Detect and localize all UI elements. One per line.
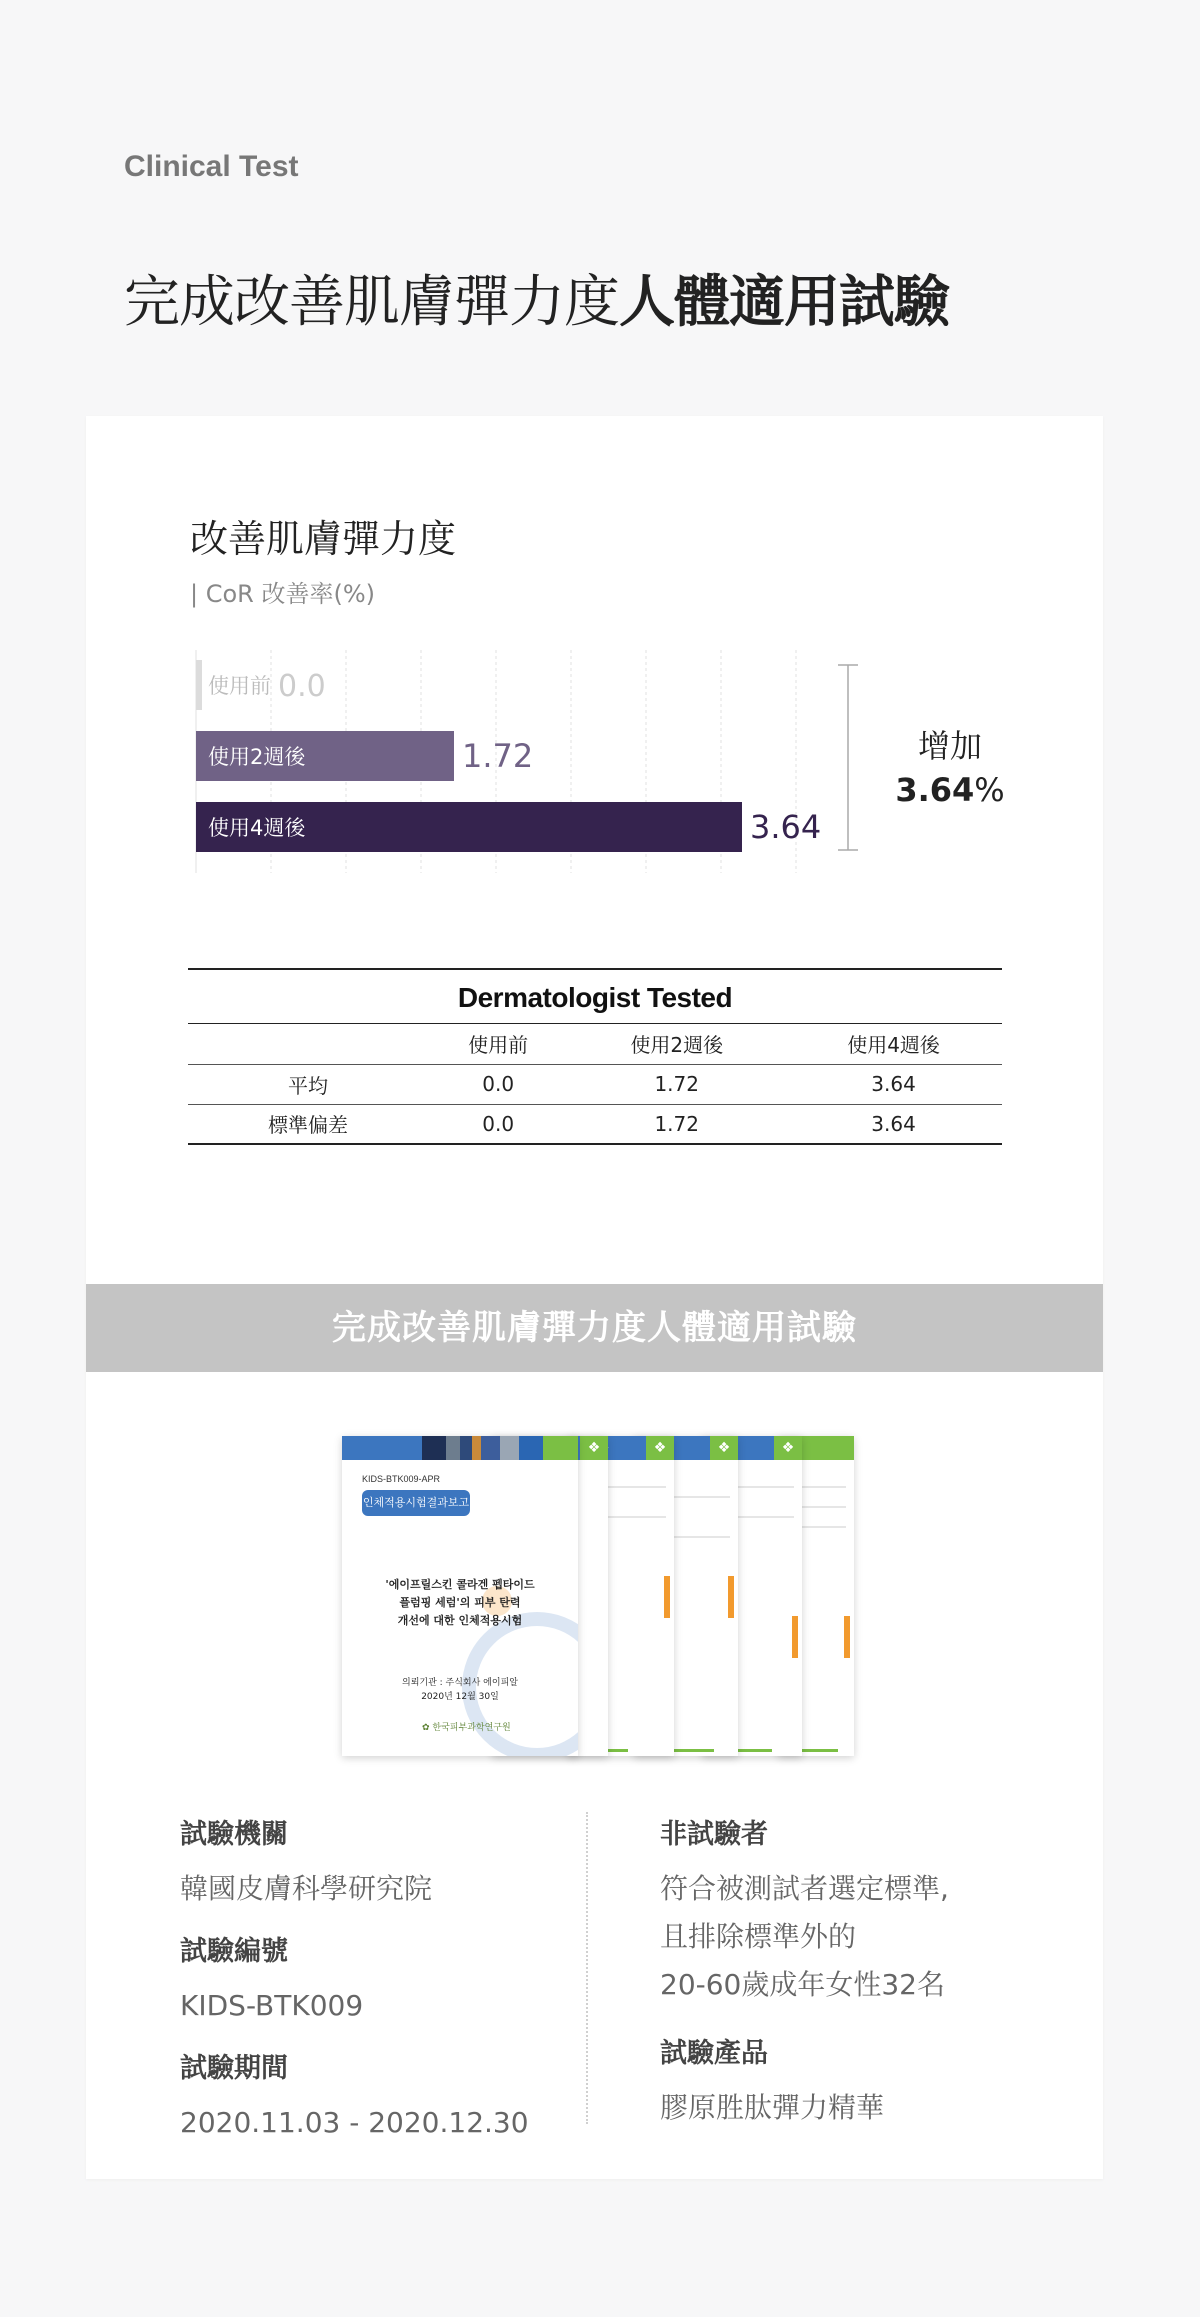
report-code: KIDS-BTK009-APR (362, 1474, 441, 1484)
table-header-cell: 使用2週後 (630, 1033, 724, 1058)
table-header-cell: 使用4週後 (847, 1033, 940, 1058)
table-header-cell (188, 1024, 428, 1064)
report-cover (342, 1436, 578, 1756)
bar-value-label: 0.0 (278, 669, 326, 704)
table-cell: 3.64 (871, 1111, 916, 1136)
table-header-row (188, 1024, 1002, 1064)
table-cell: 0.0 (482, 1072, 515, 1096)
report-tag: 인체적용시험결과보고서 (362, 1490, 470, 1516)
bar-value-label: 1.72 (462, 737, 534, 775)
bar-chart (180, 650, 900, 890)
highlight-marker (844, 1616, 850, 1658)
table-caption: Dermatologist Tested (188, 968, 1002, 1024)
increase-callout (880, 724, 1020, 812)
table-row (188, 1104, 1002, 1144)
report-title: '에이프릴스킨 콜라겐 펩타이드 플럼핑 세럼'의 피부 탄력 개선에 대한 인체적용시험 (385, 1578, 535, 1627)
highlight-marker (728, 1576, 734, 1618)
subjects-label: 非試驗者 (660, 1819, 768, 1850)
table-cell: 標準偏差 (268, 1113, 348, 1138)
period-value: 2020.11.03 - 2020.12.30 (180, 2106, 529, 2139)
test-info-left (180, 1812, 570, 2163)
section-eyebrow: Clinical Test (124, 150, 299, 183)
chart-title: 改善肌膚彈力度 (190, 517, 457, 561)
number-value: KIDS-BTK009 (180, 1989, 364, 2022)
bar (196, 660, 202, 710)
report-logo-icon: ❖ (646, 1436, 674, 1460)
report-document-stack (342, 1436, 862, 1758)
table-cell: 1.72 (654, 1111, 699, 1136)
bar-category-label: 使用2週後 (208, 745, 306, 769)
results-table (188, 968, 1002, 1145)
agency-value: 韓國皮膚科學研究院 (180, 1872, 433, 1905)
chart-subtitle: | CoR 改善率(%) (190, 580, 375, 608)
report-client-date: 의뢰기관 : 주식회사 에이피알 2020년 12월 30일 (402, 1678, 518, 1702)
agency-label: 試驗機關 (180, 1819, 288, 1850)
table-cell: 0.0 (482, 1111, 515, 1136)
table-header-cell: 使用前 (468, 1033, 529, 1058)
bar-value-label: 3.64 (750, 808, 822, 846)
report-logo-icon: ❖ (774, 1436, 802, 1460)
period-label: 試驗期間 (180, 2053, 288, 2084)
table-cell: 1.72 (654, 1072, 699, 1096)
increase-label: 增加 (917, 727, 982, 765)
product-value: 膠原胜肽彈力精華 (660, 2091, 885, 2124)
table-cell: 平均 (288, 1073, 328, 1098)
section-banner: 完成改善肌膚彈力度人體適用試驗 (86, 1284, 1103, 1372)
table-cell: 3.64 (871, 1072, 916, 1096)
report-logo-icon: ❖ (710, 1436, 738, 1460)
report-logo-icon: ❖ (580, 1436, 608, 1460)
number-label: 試驗編號 (180, 1936, 288, 1967)
increase-value: 3.64 (895, 771, 975, 809)
headline-light: 完成改善肌膚彈力度 (124, 270, 619, 335)
headline-bold: 人體適用試驗 (619, 270, 949, 335)
test-info-right (660, 1812, 1080, 2148)
bar-category-label: 使用4週後 (208, 816, 306, 840)
org-logo-icon: ✿ (422, 1723, 430, 1733)
highlight-marker (664, 1576, 670, 1618)
info-divider (586, 1812, 588, 2124)
page-headline (124, 258, 949, 338)
report-org: ✿ 한국피부과학연구원 (422, 1723, 511, 1733)
highlight-marker (792, 1616, 798, 1658)
increase-unit: % (974, 771, 1005, 809)
subjects-value: 符合被測試者選定標準, 且排除標準外的 20-60歲成年女性32名 (660, 1872, 949, 2001)
product-label: 試驗產品 (660, 2038, 768, 2069)
table-row (188, 1064, 1002, 1104)
bar-category-label: 使用前 (208, 674, 271, 698)
